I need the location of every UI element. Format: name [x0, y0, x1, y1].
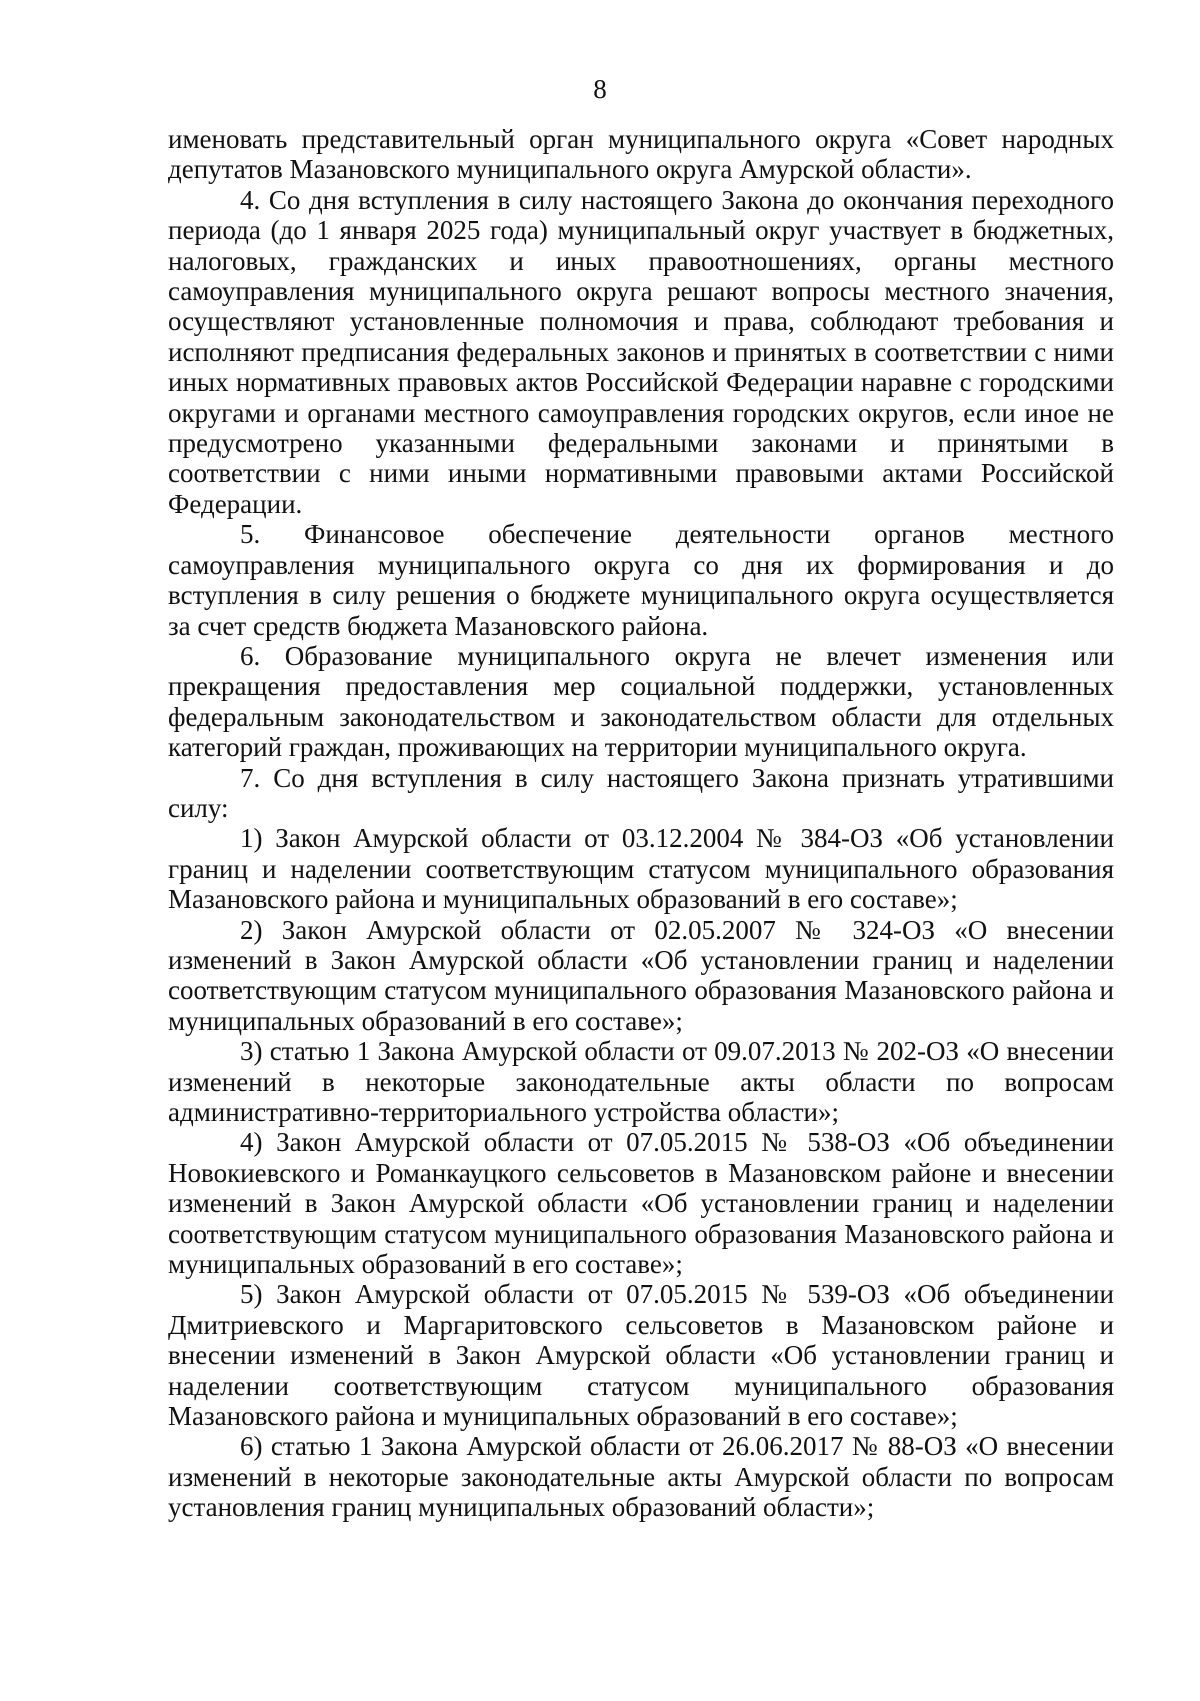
list-item-1: 1) Закон Амурской области от 03.12.2004 № 384-ОЗ «Об установлении границ и наделении соответствующим статусом муниципального образования Мазановского района и муниципальных образований в его составе»; [168, 823, 1114, 915]
list-item-6: 6) статью 1 Закона Амурской области от 26.06.2017 № 88-ОЗ «О внесении изменений в некоторые законодательные акты Амурской области по вопросам установления границ муниципальных образований области»; [168, 1431, 1114, 1523]
list-item-2: 2) Закон Амурской области от 02.05.2007 № 324-ОЗ «О внесении изменений в Закон Амурской области «Об установлении границ и наделении соответствующим статусом муниципального образования Мазановского района и муниципальных образований в его составе»; [168, 914, 1114, 1036]
paragraph-item-6: 6. Образование муниципального округа не влечет изменения или прекращения предоставления мер социальной поддержки, установленных федеральным законодательством и законодательством области для отдельных категорий граждан, проживающих на территории муниципального округа. [168, 640, 1114, 763]
paragraph-continuation: именовать представительный орган муниципального округа «Совет народных депутатов Мазановского муниципального округа Амурской области». [168, 124, 1114, 185]
page-number: 8 [593, 74, 607, 104]
document-body [168, 124, 1114, 1523]
paragraph-item-7: 7. Со дня вступления в силу настоящего Закона признать утратившими силу: [168, 762, 1114, 823]
paragraph-item-4: 4. Со дня вступления в силу настоящего Закона до окончания переходного периода (до 1 января 2025 года) муниципальный округ участвует в бюджетных, налоговых, гражданских и иных правоотношениях, органы местного самоуправления муниципального округа решают вопросы местного значения, осуществляют установленные полномочия и права, соблюдают требования и исполняют предписания федеральных законов и принятых в соответствии с ними иных нормативных правовых актов Российской Федерации наравне с городскими округами и органами местного самоуправления городских округов, если иное не предусмотрено указанными федеральными законами и принятыми в соответствии с ними иными нормативными правовыми актами Российской Федерации. [168, 184, 1114, 519]
list-item-5: 5) Закон Амурской области от 07.05.2015 № 539-ОЗ «Об объединении Дмитриевского и Маргаритовского сельсоветов в Мазановском районе и внесении изменений в Закон Амурской области «Об установлении границ и наделении соответствующим статусом муниципального образования Мазановского района и муниципальных образований в его составе»; [168, 1279, 1114, 1432]
paragraph-item-5: 5. Финансовое обеспечение деятельности органов местного самоуправления муниципального округа со дня их формирования и до вступления в силу решения о бюджете муниципального округа осуществляется за счет средств бюджета Мазановского района. [168, 519, 1114, 641]
list-item-3: 3) статью 1 Закона Амурской области от 09.07.2013 № 202-ОЗ «О внесении изменений в некоторые законодательные акты области по вопросам административно-территориального устройства области»; [168, 1036, 1114, 1127]
list-item-4: 4) Закон Амурской области от 07.05.2015 № 538-ОЗ «Об объединении Новокиевского и Романкауцкого сельсоветов в Мазановском районе и внесении изменений в Закон Амурской области «Об установлении границ и наделении соответствующим статусом муниципального образования Мазановского района и муниципальных образований в его составе»; [168, 1127, 1114, 1280]
